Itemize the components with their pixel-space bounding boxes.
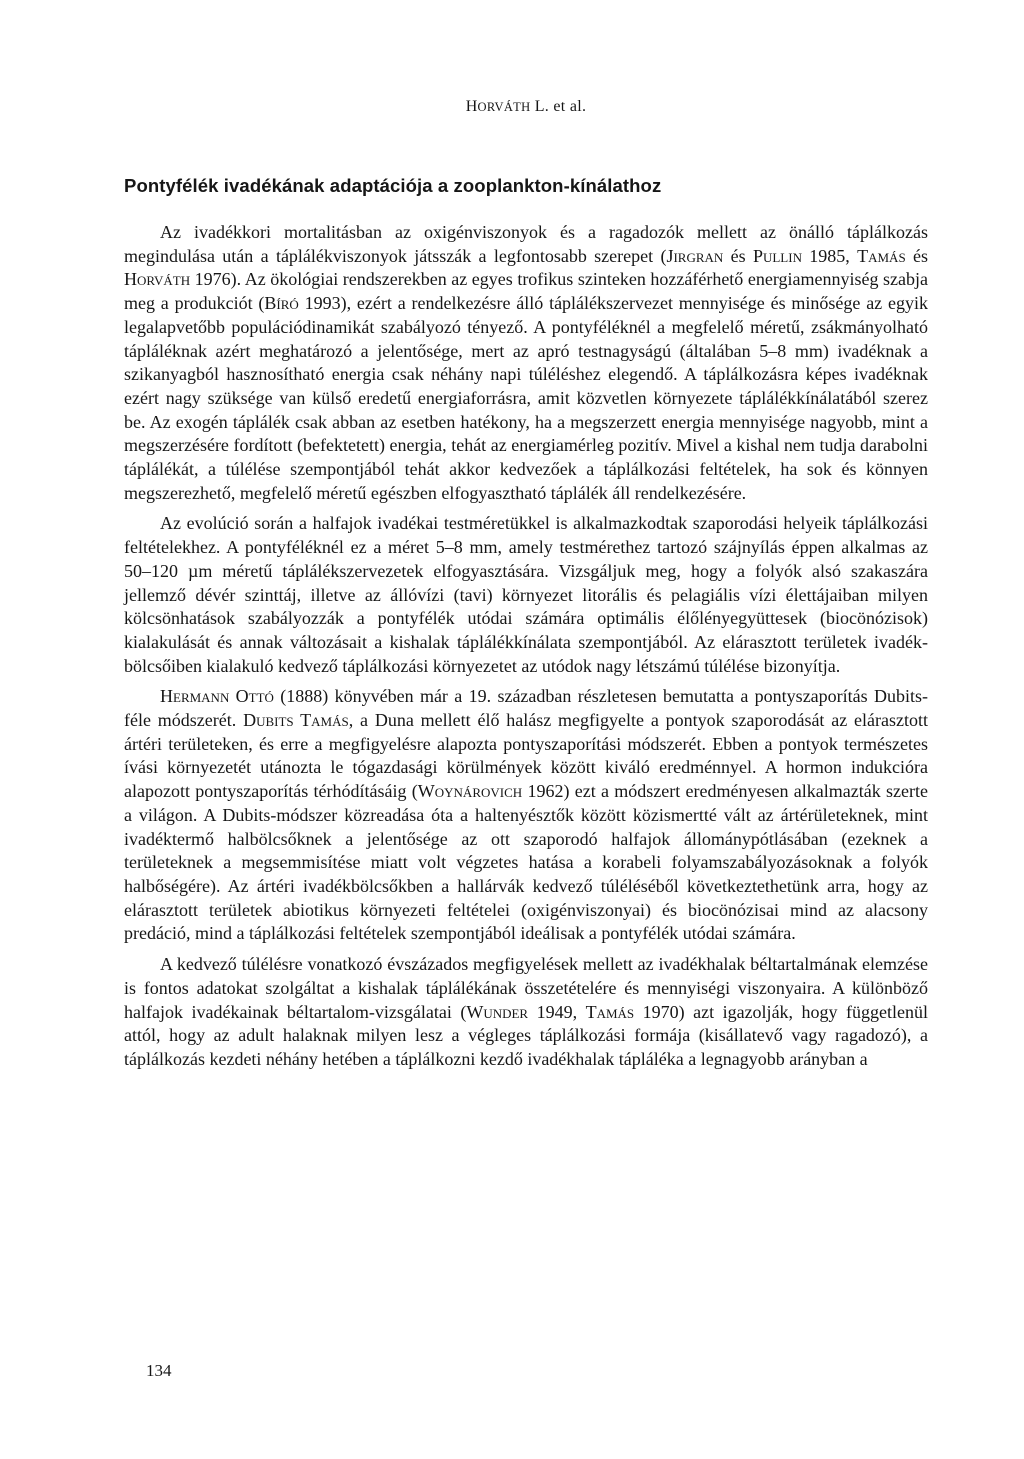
paragraph-1 [124, 221, 928, 505]
article-body [124, 221, 928, 1079]
paragraph-text: 1985, [801, 245, 858, 266]
paragraph-text: 1949, [528, 1001, 586, 1022]
running-head-author: ORVÁTH [477, 100, 531, 114]
paragraph-text: és [905, 245, 928, 266]
author-citation: Wunder [466, 1001, 529, 1022]
paragraph-text: Az ivadékkori mortalitásban az oxigénviszonyok és a ragadozók mellett az önálló táplálkozás megindulása után a táplálékviszonyok játsszák a legfontosabb szerepet ( [124, 222, 928, 266]
paragraph-text: 1970) azt igazolják, hogy függetlenül attól, hogy az adult halaknak milyen lesz a végleges táplálkozási formája (kisállatevő vagy ragadozó), a táplálkozás kezdeti néhány hetében a táplálkozni kezdő ivadékhalak tápláléka a legnagyobb arányban a [124, 1001, 929, 1069]
paragraph-text: 1976). Az ökológiai rendszerekben az egyes trofikus szinteken hozzáférhető energiamennyiség szabja meg a produkciót ( [124, 269, 928, 314]
paragraph-text: , a Duna mellett élő halász megfigyelte a pontyok szaporodását az elárasztott ártéri területeken, és erre a megfigyelésre alapozta pontyszaporítási módszerét. Ebben a pontyok természetes ívási környezetét utánozta le tógazdasági körülmények között kiváló eredménnyel. A hormon indukcióra alapozott pontyszaporítás térhódításáig ( [124, 710, 929, 802]
page-number: 134 [146, 1361, 172, 1380]
paragraph-4 [124, 953, 928, 1072]
paragraph-text: és [723, 245, 753, 266]
author-citation: Horváth [124, 269, 191, 290]
author-citation: Jirgran [666, 245, 724, 266]
running-head [124, 98, 928, 116]
section-title: Pontyfélék ivadékának adaptációja a zooplankton-kínálathoz [124, 175, 662, 196]
paragraph-2 [124, 512, 928, 678]
author-citation: Tamás [585, 1001, 635, 1022]
running-head-suffix: L. et al. [530, 98, 587, 115]
running-head-initial: H [465, 98, 478, 115]
author-citation: Hermann Ottó [160, 686, 274, 707]
author-citation: Tamás [857, 245, 906, 266]
author-citation: Pullin [752, 245, 802, 266]
paragraph-text: A kedvező túlélésre vonatkozó évszázados megfigyelések mellett az ivadékhalak béltartalmának elemzése is fontos adatokat szolgáltat a kishalak táplálékának összetételére és mennyiségi viszonyaira. A különböző halfajok ivadékainak béltartalom-vizsgálatai ( [124, 954, 928, 1022]
paragraph-3 [124, 685, 928, 946]
author-citation: Woynárovich [417, 781, 523, 802]
page [124, 0, 928, 1459]
author-citation: Bíró [264, 293, 299, 314]
paragraph-text: (1888) könyvében már a 19. században részletesen bemutatta a pontyszaporítás Dubits-féle módszerét. [124, 686, 928, 731]
paragraph-text: 1993), ezért a rendelkezésre álló táplálékszervezet mennyisége és minősége az egyik legalapvetőbb populációdinamikát szabályozó tényező. A pontyféléknél a megfelelő méretű, zsákmányolható tápláléknak azért meghatározó a jelentősége, mert az apró testnagyságú (általában 5–8 mm) ivadéknak a szikanyagból hasznosítható energia csak néhány napi túléléshez elegendő. A táplálkozásra képes ivadéknak ezért nagy szüksége van külső eredetű energiaforrásra, amit közvetlen környezete táplálékkínálatából szerez be. Az exogén táplálék csak abban az esetben hatékony, ha a megszerzett energia mennyisége nagyobb, mint a megszerzésére fordított (befektetett) energia, tehát az energiamérleg pozitív. Mivel a kishal nem tudja darabolni táplálékát, a túlélése szempontjából tehát akkor kedvezőek a táplálkozási feltételek, ha sok és könnyen megszerezhető, megfelelő méretű egészben elfogyasztható táplálék áll rendelkezésére. [124, 293, 928, 503]
author-citation: Dubits Tamás [243, 710, 349, 731]
paragraph-text: 1962) ezt a módszert eredményesen alkalmazták szerte a világon. A Dubits-módszer közreadása óta a haltenyésztők között közismertté vált az ártérületeknek, mint ivadéktermő halbölcsőknek a jelentősége az ott szaporodó halfajok állománypótlásában (ezeknek a területeknek a megsemmisítése miatt volt végzetes hatása a korabeli folyamszabályozásoknak a folyók halbőségére). Az ártéri ivadékbölcsőkben a hallárvák kedvező túléléséből következtethetünk arra, hogy az elárasztott területek abiotikus környezeti feltételei (oxigénviszonyai) és biocönózisai mind az alacsony predáció, mind a táplálkozási feltételek szempontjából ideálisak a pontyfélék utódai számára. [124, 781, 928, 944]
paragraph-text: Az evolúció során a halfajok ivadékai testméretükkel is alkalmazkodtak szaporodási helyeik táplálkozási feltételekhez. A pontyféléknél ez a méret 5–8 mm, amely testmérethez tartozó szájnyílás éppen alkalmas az 50–120 µm méretű táplálékszervezetek elfogyasztására. Vizsgáljuk meg, hogy a folyók alsó szakaszára jellemző dévér szinttáj, illetve az állóvízi (tavi) környezet litorális és pelagiális vízi élettájaiban milyen kölcsönhatások szabályozzák a pontyfélék utódai számára optimális élőlényegyüttesek (biocönózisok) kialakulását és annak változásait a kishalak táplálékkínálata szempontjából. Az elárasztott területek ivadékbölcsőiben kialakuló kedvező táplálkozási környezetet az utódok nagy létszámú túlélése bizonyítja. [124, 513, 928, 676]
